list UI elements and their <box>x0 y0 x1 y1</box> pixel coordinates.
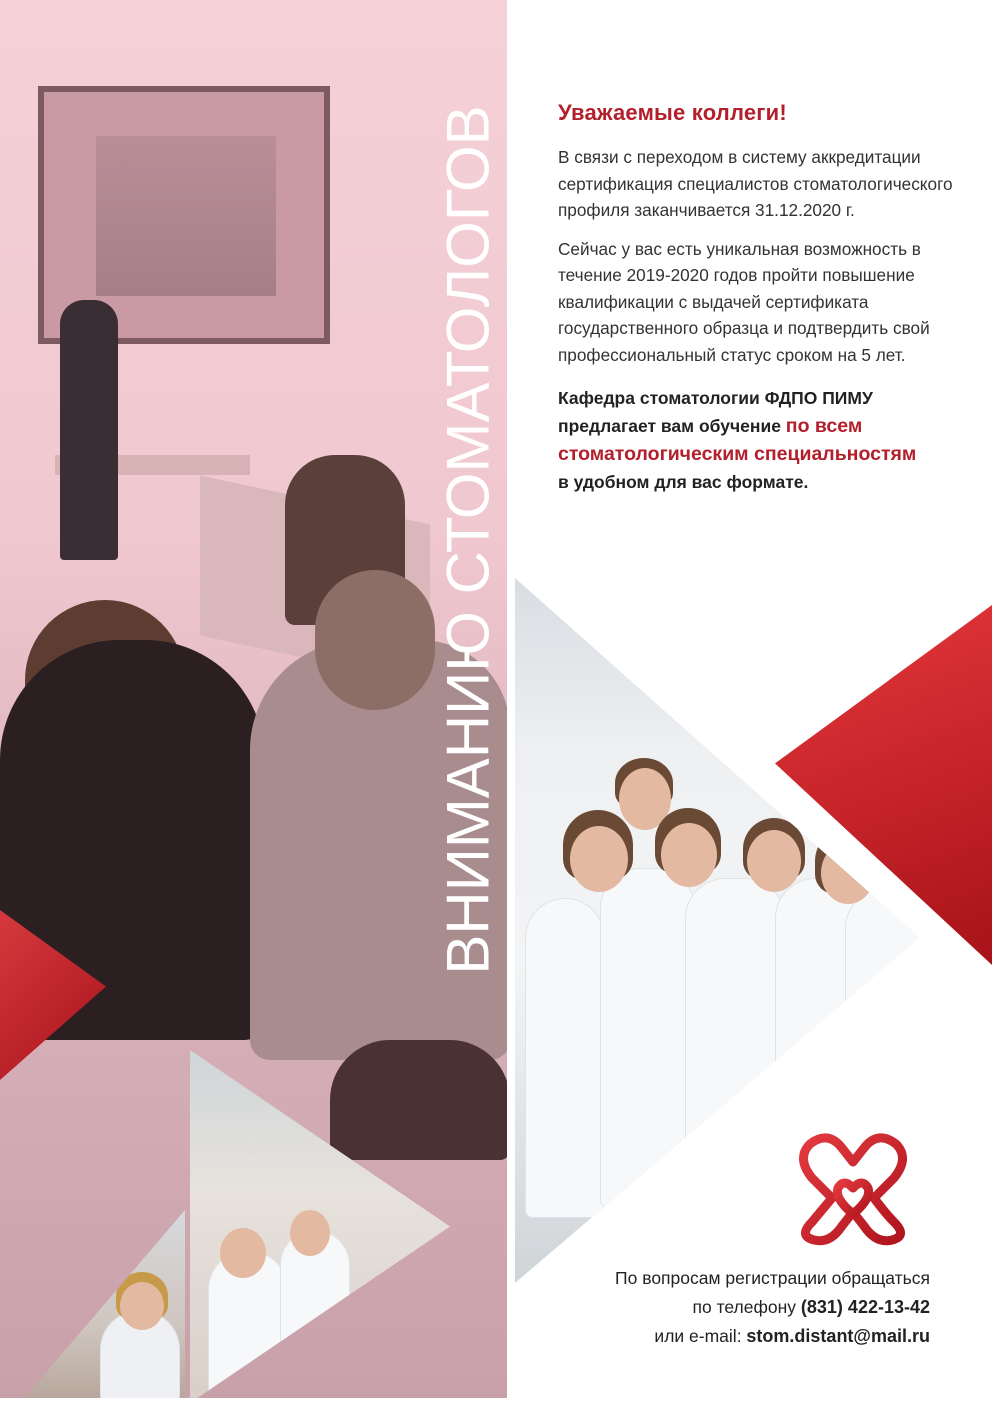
offer-accent: по всем стоматологическим специальностям <box>558 415 917 465</box>
phone-number[interactable]: (831) 422-13-42 <box>800 1297 930 1317</box>
contacts-phone-line <box>510 1293 930 1322</box>
vertical-heading: ВНИМАНИЮ СТОМАТОЛОГОВ <box>434 105 502 975</box>
contacts-block <box>510 1264 930 1351</box>
email-prefix: или e-mail: <box>654 1326 747 1346</box>
bottom-margin <box>0 1398 992 1403</box>
seated-man-head <box>315 570 435 710</box>
email-link[interactable]: stom.distant@mail.ru <box>746 1326 930 1346</box>
lecturer-figure <box>60 300 118 560</box>
offer-block <box>558 384 978 496</box>
paragraph-certification: В связи с переходом в систему аккредитации сертификация специалистов стоматологического профиля заканчивается 31.12.2020 г. <box>558 147 953 220</box>
university-logo-icon <box>790 1122 916 1246</box>
offer-line-format: в удобном для вас формате. <box>558 472 809 492</box>
contacts-intro: По вопросам регистрации обращаться <box>615 1268 930 1288</box>
paragraph-opportunity: Сейчас у вас есть уникальная возможность в течение 2019-2020 годов пройти повышение квалификации с выдачей сертификата государственного образца и подтвердить свой профессиональный статус сроком на 5 лет. <box>558 238 930 365</box>
offer-prefix: предлагает вам обучение <box>558 416 786 436</box>
contacts-email-line <box>510 1322 930 1351</box>
offer-line-department: Кафедра стоматологии ФДПО ПИМУ <box>558 388 873 408</box>
greeting-heading: Уважаемые коллеги! <box>558 100 787 125</box>
phone-prefix: по телефону <box>692 1297 801 1317</box>
offer-line-proposal <box>558 412 978 468</box>
chair <box>330 1040 507 1160</box>
main-text-block <box>558 100 978 496</box>
